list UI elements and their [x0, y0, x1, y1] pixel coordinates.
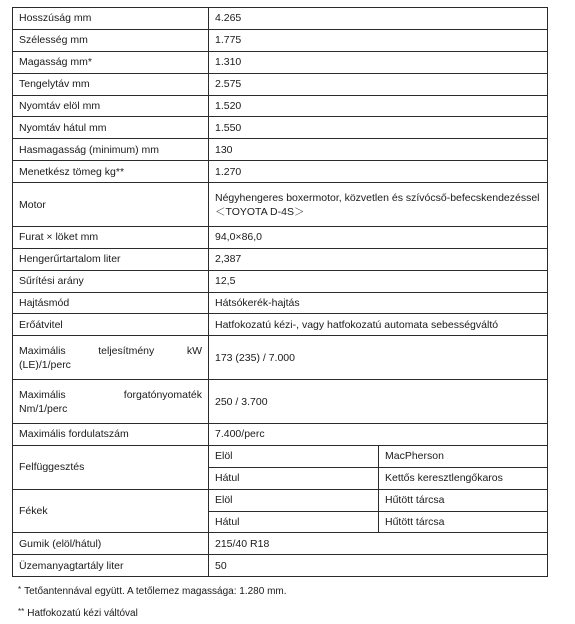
brakes-label: Fékek — [13, 489, 209, 533]
row-label: Nyomtáv hátul mm — [13, 117, 209, 139]
brakes-rear-label: Hátul — [209, 511, 379, 533]
row-value: 2.575 — [209, 73, 548, 95]
table-row — [13, 161, 548, 183]
row-value: 1.550 — [209, 117, 548, 139]
footnote-1 — [18, 580, 287, 602]
table-row — [13, 8, 548, 30]
suspension-label: Felfüggesztés — [13, 445, 209, 489]
footnote-mark: ** — [18, 607, 25, 616]
table-row — [13, 423, 548, 445]
table-row — [13, 29, 548, 51]
power-label-line1 — [19, 344, 202, 358]
power-label-word: kW — [186, 344, 202, 357]
torque-label-line1 — [19, 388, 202, 402]
table-row — [13, 139, 548, 161]
row-label: Hajtásmód — [13, 292, 209, 314]
table-row — [13, 226, 548, 248]
row-label: Gumik (elöl/hátul) — [13, 533, 209, 555]
torque-row — [13, 380, 548, 424]
row-label: Hasmagasság (minimum) mm — [13, 139, 209, 161]
row-value: 1.520 — [209, 95, 548, 117]
power-label-line2: (LE)/1/perc — [19, 358, 71, 371]
row-value: 215/40 R18 — [209, 533, 548, 555]
row-value: 12,5 — [209, 270, 548, 292]
row-value: Hátsókerék-hajtás — [209, 292, 548, 314]
row-label: Sűrítési arány — [13, 270, 209, 292]
row-label: Üzemanyagtartály liter — [13, 555, 209, 577]
row-value: 94,0×86,0 — [209, 226, 548, 248]
brakes-front-label: Elöl — [209, 489, 379, 511]
row-value: 4.265 — [209, 8, 548, 30]
power-row — [13, 336, 548, 380]
row-value: 50 — [209, 555, 548, 577]
row-value: 130 — [209, 139, 548, 161]
brakes-front-value: Hűtött tárcsa — [379, 489, 548, 511]
brakes-row-front — [13, 489, 548, 511]
power-label-word: Maximális — [19, 344, 66, 357]
row-value: 1.310 — [209, 51, 548, 73]
torque-label-line2: Nm/1/perc — [19, 402, 68, 415]
table-row — [13, 117, 548, 139]
table-row — [13, 248, 548, 270]
motor-value-line2: ＜TOYOTA D-4S＞ — [215, 205, 305, 218]
torque-label — [13, 380, 209, 424]
row-label: Erőátvitel — [13, 314, 209, 336]
row-label: Szélesség mm — [13, 29, 209, 51]
power-value: 173 (235) / 7.000 — [209, 336, 548, 380]
table-row — [13, 95, 548, 117]
row-value: 1.775 — [209, 29, 548, 51]
row-label: Nyomtáv elöl mm — [13, 95, 209, 117]
row-value: Hatfokozatú kézi-, vagy hatfokozatú automata sebességváltó — [209, 314, 548, 336]
table-row — [13, 292, 548, 314]
motor-label: Motor — [13, 183, 209, 227]
spec-table — [12, 7, 548, 577]
brakes-rear-value: Hűtött tárcsa — [379, 511, 548, 533]
row-label: Furat × löket mm — [13, 226, 209, 248]
suspension-front-label: Elöl — [209, 445, 379, 467]
table-row — [13, 270, 548, 292]
row-value: 7.400/perc — [209, 423, 548, 445]
table-row — [13, 314, 548, 336]
torque-label-word: Maximális — [19, 388, 66, 401]
suspension-front-value: MacPherson — [379, 445, 548, 467]
row-label: Hengerűrtartalom liter — [13, 248, 209, 270]
motor-value-line1: Négyhengeres boxermotor, közvetlen és szívócső-befecskendezéssel — [215, 191, 540, 204]
row-value: 1.270 — [209, 161, 548, 183]
power-label — [13, 336, 209, 380]
torque-label-word: forgatónyomaték — [123, 388, 202, 401]
footnote-text: Hatfokozatú kézi váltóval — [27, 608, 138, 619]
row-label: Tengelytáv mm — [13, 73, 209, 95]
row-label: Magasság mm* — [13, 51, 209, 73]
table-row — [13, 51, 548, 73]
power-label-word: teljesítmény — [98, 344, 155, 357]
row-value: 2,387 — [209, 248, 548, 270]
footnote-text: Tetőantennával együtt. A tetőlemez magassága: 1.280 mm. — [24, 586, 287, 597]
torque-value: 250 / 3.700 — [209, 380, 548, 424]
table-row — [13, 555, 548, 577]
row-label: Menetkész tömeg kg** — [13, 161, 209, 183]
suspension-rear-value: Kettős keresztlengőkaros — [379, 467, 548, 489]
suspension-rear-label: Hátul — [209, 467, 379, 489]
table-row — [13, 73, 548, 95]
footnotes — [18, 580, 287, 624]
row-label: Hosszúság mm — [13, 8, 209, 30]
motor-row — [13, 183, 548, 227]
table-row — [13, 533, 548, 555]
footnote-mark: * — [18, 585, 22, 594]
footnote-2 — [18, 602, 287, 624]
motor-value — [209, 183, 548, 227]
suspension-row-front — [13, 445, 548, 467]
row-label: Maximális fordulatszám — [13, 423, 209, 445]
